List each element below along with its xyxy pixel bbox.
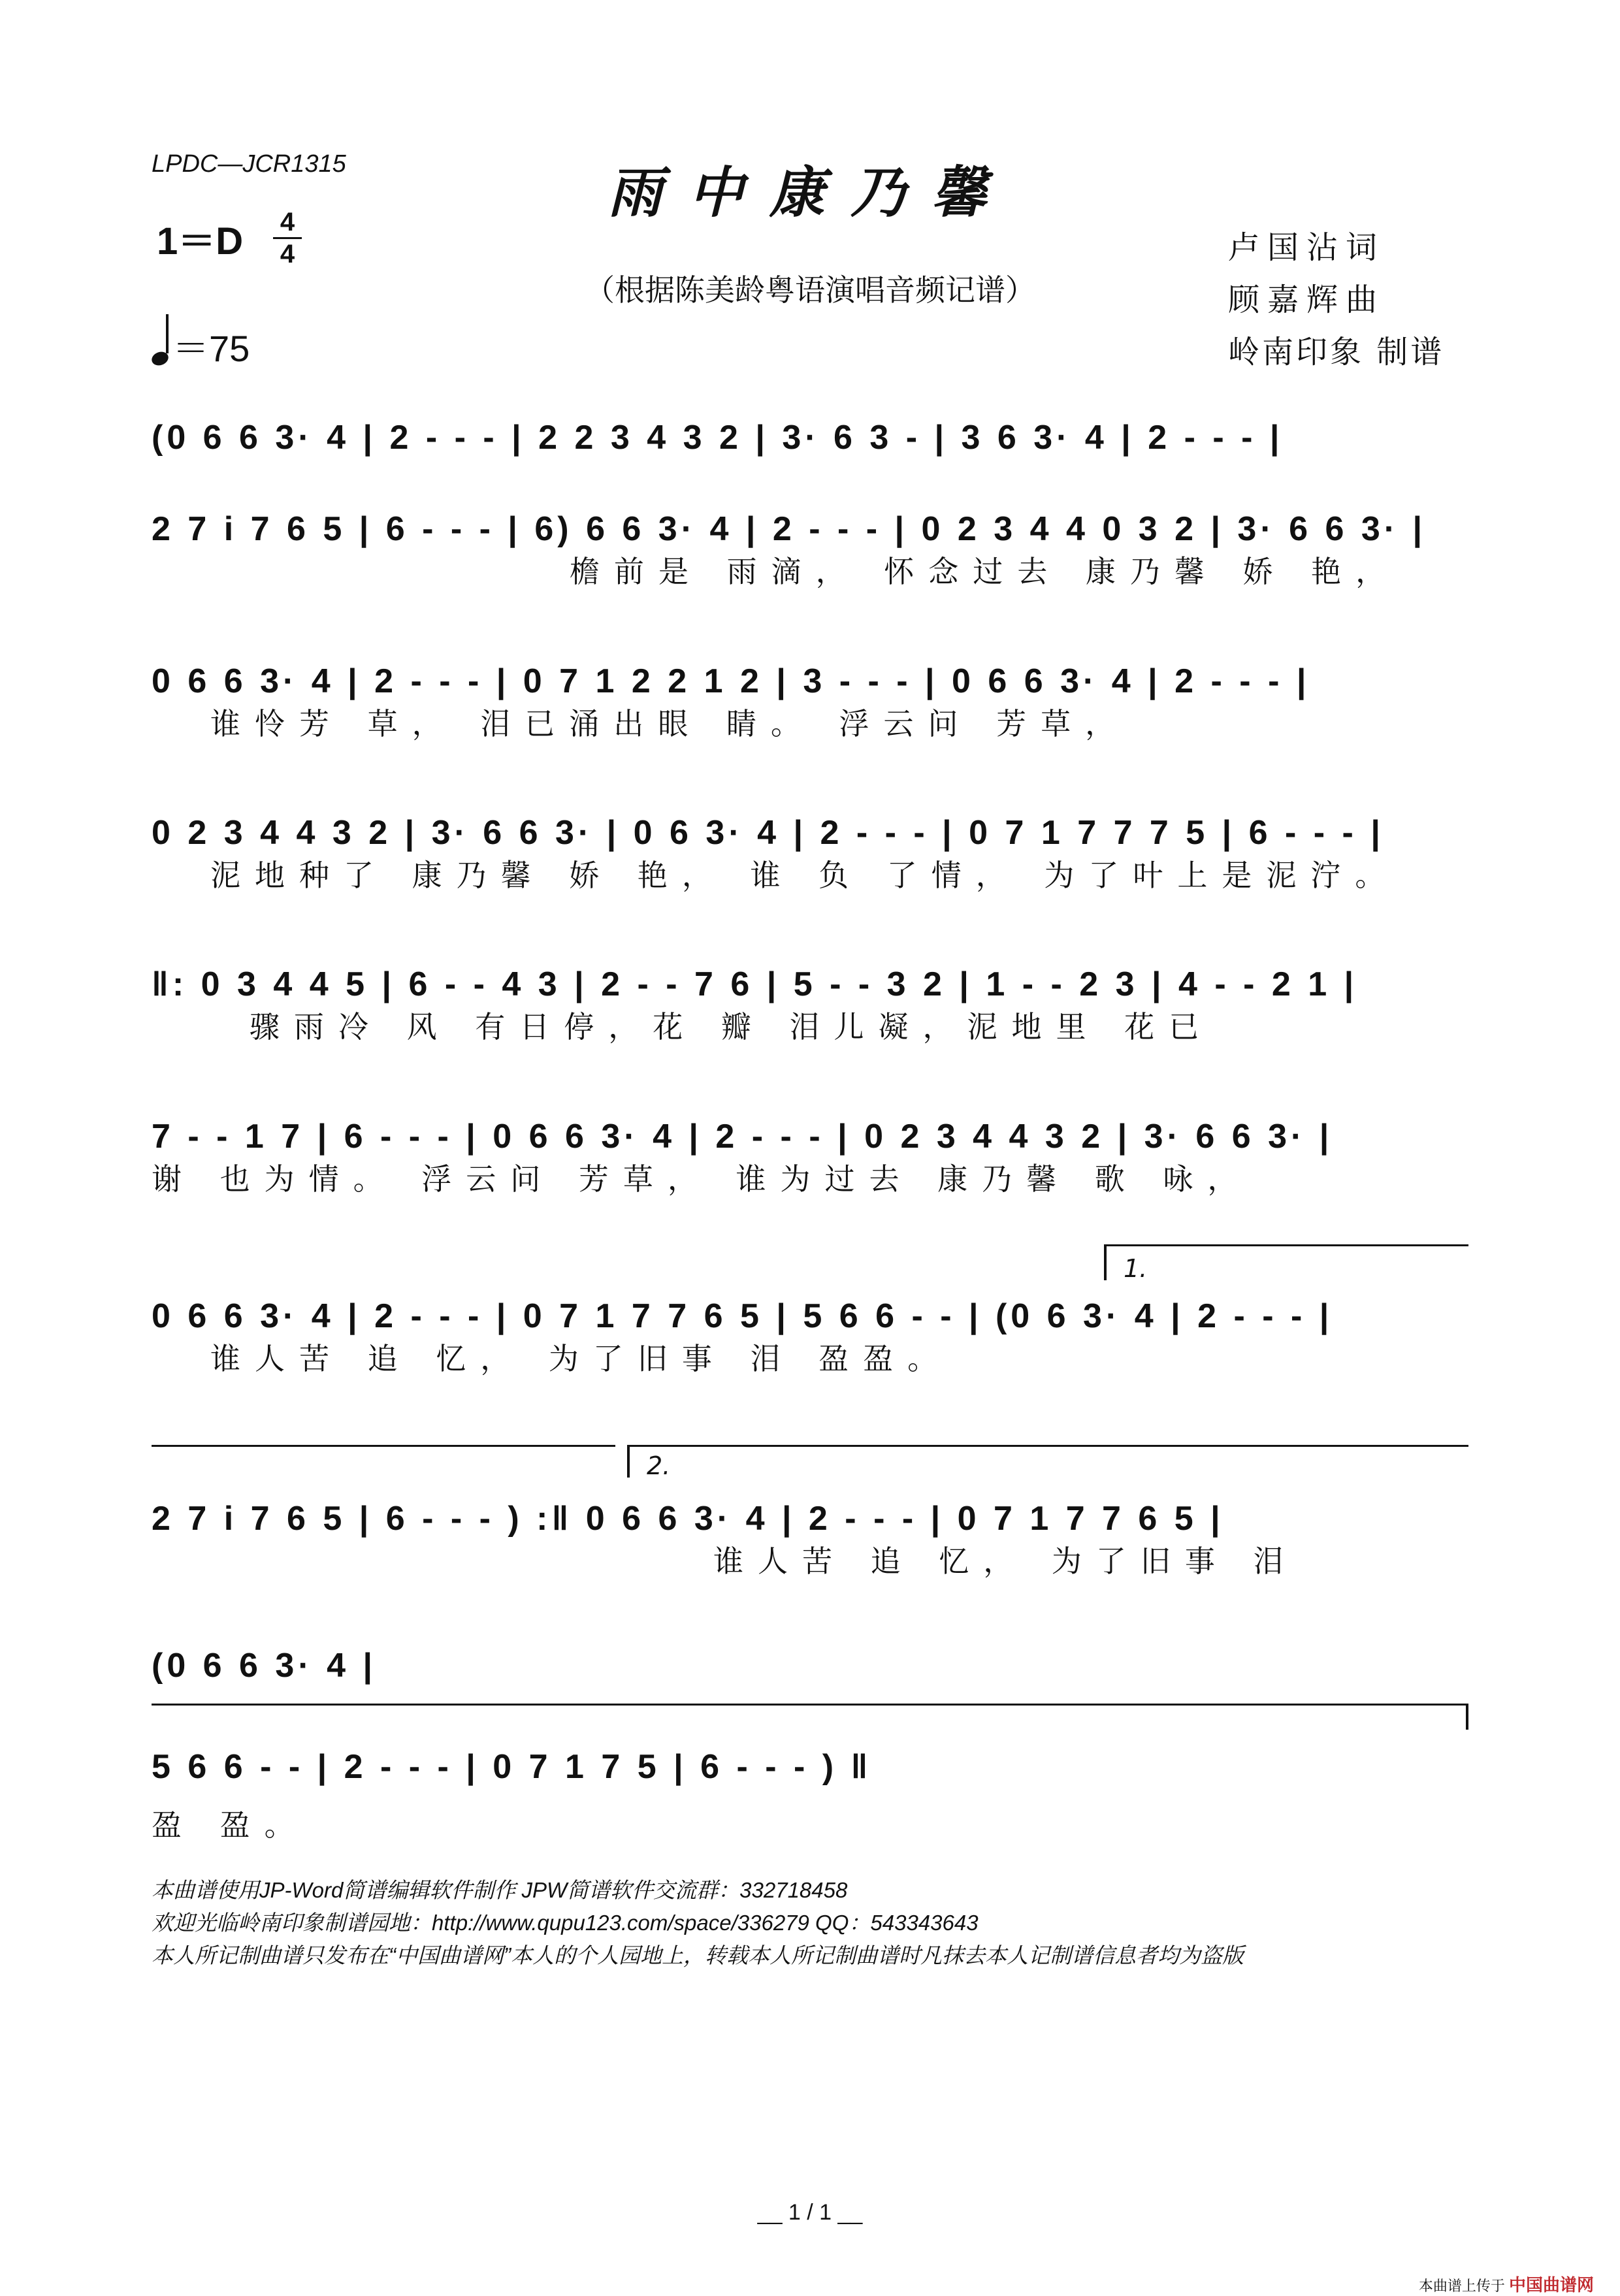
system-lyrics: 檐前是 雨滴， 怀念过去 康乃馨 娇 艳， [570, 554, 1401, 589]
system-5 [152, 962, 1468, 1046]
system-notes: 2 7 i 7 6 5 | 6 - - - | 6) 6 6 3· 4 | 2 - - - | 0 2 3 4 4 0 3 2 | 3· 6 6 3· | [152, 510, 1427, 548]
system-notes: ‖: 0 3 4 4 5 | 6 - - 4 3 | 2 - - 7 6 | 5 - - 3 2 | 1 - - 2 3 | 4 - - 2 1 | [152, 965, 1358, 1003]
staff-rule [152, 1704, 1468, 1706]
system-notes: 5 6 6 - - | 2 - - - | 0 7 1 7 5 | 6 - - - ) ‖ [152, 1748, 872, 1786]
system-7 [152, 1293, 1468, 1378]
system-notes: 0 6 6 3· 4 | 2 - - - | 0 7 1 7 7 6 5 | 5 6 6 - - | (0 6 3· 4 | 2 - - - | [152, 1297, 1333, 1335]
system-notes: 0 2 3 4 4 3 2 | 3· 6 6 3· | 0 6 3· 4 | 2 - - - | 0 7 1 7 7 7 5 | 6 - - - | [152, 814, 1384, 852]
volta-1-label: 1. [1124, 1254, 1148, 1283]
volta-1-hook [1104, 1244, 1107, 1280]
arranger: 岭南印象 制谱 [1228, 334, 1445, 370]
composer: 顾嘉辉曲 [1228, 282, 1385, 318]
time-top: 4 [280, 208, 295, 236]
upload-credit [1419, 2272, 1594, 2296]
staff-rule-end [1466, 1704, 1468, 1730]
lyricist: 卢国沾词 [1228, 229, 1385, 266]
tempo-marking [152, 320, 250, 372]
system-lyrics: 谢 也为情。 浮云问 芳草， 谁为过去 康乃馨 歌 咏， [152, 1161, 1252, 1197]
site-logo: 中国曲谱网 [1508, 2275, 1594, 2295]
footer-line-1: 本曲谱使用JP-Word简谱编辑软件制作 JPW简谱软件交流群：332718458 [152, 1878, 848, 1902]
time-signature [273, 208, 302, 268]
system-10 [152, 1744, 1468, 1845]
song-title: 雨中康乃馨 [607, 160, 1012, 225]
system-notes: (0 6 6 3· 4 | 2 - - - | 2 2 3 4 3 2 | 3· 6 3 - | 3 6 3· 4 | 2 - - - | [152, 419, 1284, 457]
system-4 [152, 810, 1468, 895]
system-lyrics: 泥地种了 康乃馨 娇 艳， 谁 负 了情， 为了叶上是泥泞。 [210, 858, 1400, 893]
volta-2-bracket [627, 1445, 1468, 1447]
system-lyrics: 谁怜芳 草， 泪已涌出眼 睛。 浮云问 芳草， [210, 706, 1130, 741]
system-notes: 2 7 i 7 6 5 | 6 - - - ) :‖ 0 6 6 3· 4 | 2 - - - | 0 7 1 7 7 6 5 | [152, 1500, 1224, 1538]
footer-line-2: 欢迎光临岭南印象制谱园地：http://www.qupu123.com/space/336279 QQ：543343643 [152, 1911, 979, 1935]
system-notes: (0 6 6 3· 4 | [152, 1647, 377, 1685]
system-lyrics: 骤雨冷 风 有日停，花 瓣 泪儿凝，泥地里 花已 [250, 1009, 1214, 1044]
footer-line-3: 本人所记制曲谱只发布在“中国曲谱网”本人的个人园地上，转载本人所记制曲谱时凡抹去本人记制谱信息者均为盗版 [152, 1943, 1244, 1967]
system-lyrics: 谁人苦 追 忆， 为了旧事 泪 盈盈。 [210, 1341, 952, 1376]
volta-2-hook [627, 1445, 630, 1478]
volta-1-bracket [1104, 1244, 1468, 1246]
volta-1-continuation [152, 1445, 615, 1447]
time-bottom: 4 [280, 240, 295, 268]
score-code: LPDC—JCR1315 [152, 150, 346, 178]
subtitle: （根据陈美龄粤语演唱音频记谱） [585, 272, 1035, 308]
system-1 [152, 415, 1468, 461]
system-notes: 0 6 6 3· 4 | 2 - - - | 0 7 1 2 2 1 2 | 3 - - - | 0 6 6 3· 4 | 2 - - - | [152, 662, 1310, 700]
page-number: __ 1 / 1 __ [757, 2200, 863, 2225]
system-3 [152, 658, 1468, 743]
tempo-value: ＝75 [172, 328, 250, 369]
system-2 [152, 506, 1468, 591]
system-9 [152, 1643, 1468, 1689]
volta-2-label: 2. [647, 1451, 671, 1480]
system-notes: 7 - - 1 7 | 6 - - - | 0 6 6 3· 4 | 2 - - - | 0 2 3 4 4 3 2 | 3· 6 6 3· | [152, 1118, 1333, 1156]
upload-text: 本曲谱上传于 [1418, 2278, 1505, 2294]
system-6 [152, 1114, 1468, 1199]
system-lyrics: 盈 盈。 [152, 1807, 309, 1843]
system-lyrics: 谁人苦 追 忆， 为了旧事 泪 [713, 1544, 1298, 1579]
key-signature: 1＝D [157, 220, 244, 263]
system-8 [152, 1496, 1468, 1581]
